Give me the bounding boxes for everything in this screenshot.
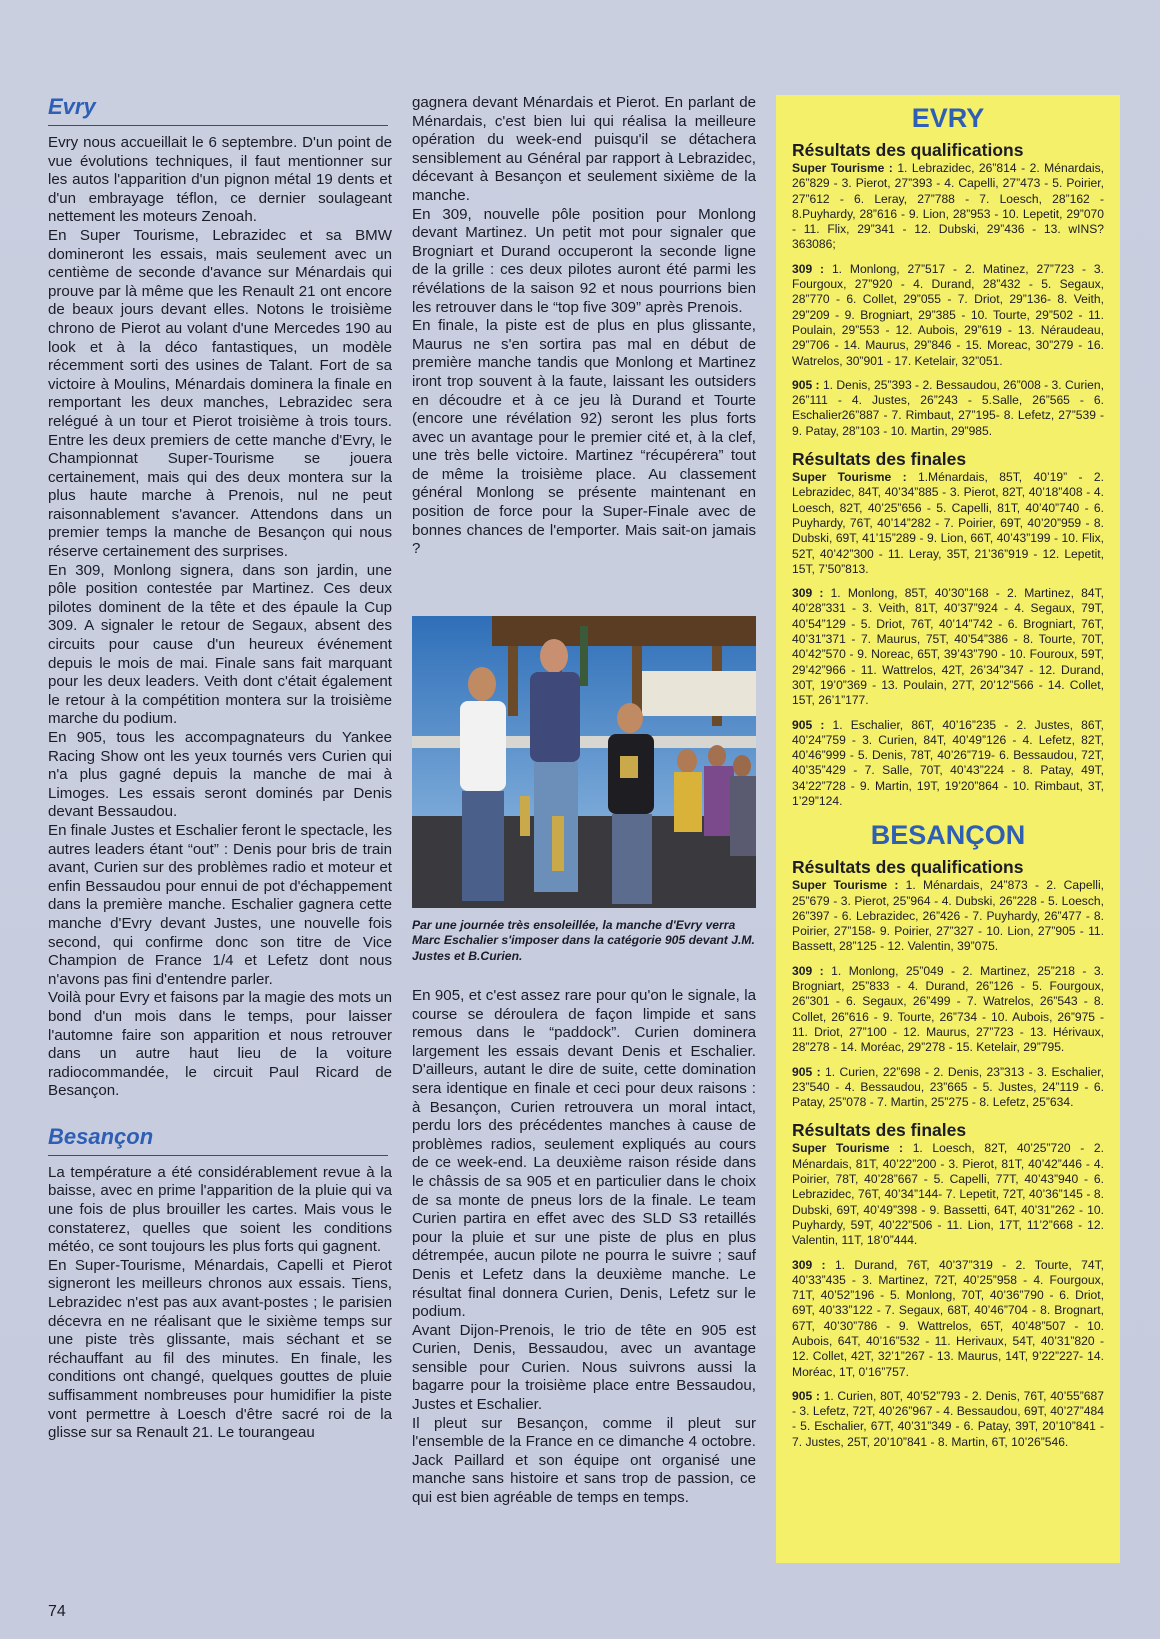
result-entry [792, 262, 1104, 369]
evry-finals-results [792, 470, 1104, 809]
evry-heading-rule [48, 125, 388, 126]
besancon-quali-results [792, 878, 1104, 1110]
result-entry [792, 964, 1104, 1056]
middle-top-paragraph: En finale, la piste est de plus en plus glissante, Maurus ne s'en sortira pas mal en début de première manche tandis que Monlong et Martinez iront trop souvent à la faute, laissant les outsiders en découdre et à ce jeu là Durand et Tourte (encore une révélation 92) seront les plus forts avec un avantage pour le premier cité et, à la clef, une très belle victoire. Martinez “récupérera” tout de même la troisième place. Au classement général Monlong se présente maintenant en position de force pour la Super-Finale avec de bonnes chances de l'emporter. Mais sait-on jamais ? [412, 317, 756, 558]
besancon-paragraph: La température a été considérablement revue à la baisse, avec en prime l'apparition de la pluie qui va une fois de plus brouiller les cartes. Mais vous le constaterez, quelles que soient les conditions météo, ce sont toujours les plus forts qui gagnent. [48, 1163, 392, 1256]
result-entry [792, 878, 1104, 954]
result-category-label: 905 : [792, 717, 825, 732]
result-category-label: Super Tourisme : [792, 161, 893, 175]
result-category-label: 309 : [792, 963, 824, 978]
result-category-label: 905 : [792, 1064, 821, 1079]
middle-top-paragraph: En 309, nouvelle pôle position pour Monlong devant Martinez. Un petit mot pour signaler que Brogniart et Durand occuperont la seconde ligne de la grille : ces deux pilotes auront été parmi les révélations de la saison 92 et nous pourrions bien les retrouver dans le “top five 309” après Prenois. [412, 205, 756, 316]
result-times: 1. Ménardais, 24”873 - 2. Capelli, 25”679 - 3. Pierot, 25”964 - 4. Dubski, 26”228 - 5. Loesch, 26”397 - 6. Lebrazidec, 26”426 - 7. Puyhardy, 26”477 - 8. Poirier, 27”158- 9. Poirier, 27”327 - 10. Lion, 27”905 - 11. Bassett, 28”125 - 12. Valentin, 39”075. [792, 878, 1104, 954]
middle-bottom-paragraph: En 905, et c'est assez rare pour qu'on le signale, la course se déroulera de façon limpide et sans remous dans le “paddock”. Curien dominera largement les essais devant Denis et Eschalier. D'ailleurs, autant le dire de suite, cette domination sera identique en finale et ceci pour deux raisons : à Besançon, Curien retrouvera un moral intact, perdu lors des précédentes manches à cause de problèmes radios, seulement expliqués au cours de ce week-end. La deuxième raison réside dans le châssis de sa 905 et en particulier dans le choix de sa monte de pneus lors de la finale. Le team Curien partira en effet avec des SLD S3 retaillés pour la pluie et sur une piste de plus en plus détrempée, aucun pilote ne pourra le suivre ; sauf Denis et Lefetz dans la deuxième manche. Le résultat final donnera Curien, Denis, Lefetz sur le podium. [412, 987, 756, 1321]
results-sidebar [776, 95, 1120, 1563]
photo-caption: Par une journée très ensoleillée, la manche d'Evry verra Marc Eschalier s'imposer dans la catégorie 905 devant J.M. Justes et B.Curien. [412, 918, 755, 963]
result-category-label: 905 : [792, 377, 820, 392]
evry-heading: Evry [48, 94, 96, 119]
middle-bottom-paragraph: Il pleut sur Besançon, comme il pleut sur l'ensemble de la France en ce dimanche 4 octobre. Jack Paillard et son équipe ont organisé une manche sans histoire et sans trop de passion, ce qui est bien agréable de temps en temps. [412, 1414, 756, 1507]
result-entry [792, 1389, 1104, 1450]
result-category-label: 309 : [792, 261, 825, 276]
evry-paragraph: En finale Justes et Eschalier feront le spectacle, les autres leaders étant “out” : Denis pour bris de train avant, Curien sur des problèmes radio et moteur et enfin Bessaudou pour ennui de pot d'échappement dans la première manche. Eschalier gagnera cette manche d'Evry devant Justes, une nouvelle fois second, qui confirme donc son titre de Vice Champion de France 1/4 et Lefetz dont nous n'avons pas fini d'entendre parler. [48, 821, 392, 988]
evry-paragraph: Evry nous accueillait le 6 septembre. D'un point de vue évolutions techniques, il faut mentionner sur les autos l'apparition d'un pignon métal 19 dents et d'un embrayage téflon, ce dernier soulageant nettement les moteurs Zenoah. [48, 134, 392, 226]
result-category-label: 905 : [792, 1388, 820, 1403]
besancon-heading: Besançon [48, 1123, 154, 1149]
result-times: 1.Ménardais, 85T, 40’19” - 2. Lebrazidec, 84T, 40’34”885 - 3. Pierot, 82T, 40’18”408 - 4. Loesch, 82T, 40’25”656 - 5. Capelli, 81T, 40’40”740 - 6. Puyhardy, 76T, 40’14”282 - 7. Poirier, 69T, 40’20”959 - 8. Dubski, 69T, 41’15”289 - 9. Lion, 66T, 40’43”199 - 10. Flix, 52T, 40’42”300 - 11. Leray, 35T, 21’36”919 - 12. Lepetit, 15T, 7’50”813. [792, 470, 1104, 576]
podium-photo-illustration [412, 616, 756, 908]
result-category-label: 309 : [792, 1257, 826, 1272]
evry-paragraph: En 905, tous les accompagnateurs du Yankee Racing Show ont les yeux tournés vers Curien qui n'a plus gagné depuis la manche de mai à Limoges. Les essais seront dominés par Denis devant Bessaudou. [48, 729, 392, 821]
evry-quali-heading: Résultats des qualifications [792, 140, 1024, 160]
besancon-finals-heading: Résultats des finales [792, 1120, 967, 1141]
evry-finals-heading: Résultats des finales [792, 449, 967, 470]
result-entry [792, 378, 1104, 439]
page-number: 74 [48, 1603, 66, 1620]
evry-paragraph: En Super Tourisme, Lebrazidec et sa BMW domineront les essais, mais seulement avec un centième de seconde d'avance sur Ménardais qui prouve par là même que les Renault 21 ont encore de beaux jours devant elles. Notons le troisième chrono de Pierot au volant d'une Mercedes 190 au look et à la déco fantastiques, un modèle récemment sorti des usines de Talant. Fort de sa victoire à Moulins, Ménardais dominera la finale en remportant les deux manches, Lebrazidec sera relégué à un tour et Pierot troisième à trois tours. Entre les deux premiers de cette manche d'Evry, le Championnat Super-Tourisme se jouera certainement, mais qui des deux montera sur la plus haute marche à Prenois, nul ne peut raisonnablement s'avancer. Attendons dans un premier temps la manche de Besançon qui nous réserve certainement des surprises. [48, 226, 392, 561]
result-times: 1. Denis, 25”393 - 2. Bessaudou, 26”008 - 3. Curien, 26”111 - 4. Justes, 26”243 - 5.Salle, 26”565 - 6. Eschalier26”887 - 7. Rimbaut, 27”195- 8. Lefetz, 27”539 - 9. Patay, 28”103 - 10. Martin, 29”985. [792, 377, 1104, 438]
result-times: 1. Monlong, 27”517 - 2. Matinez, 27”723 - 3. Fourgoux, 27”920 - 4. Durand, 28”432 - 5. Segaux, 28”770 - 6. Collet, 29”055 - 7. Driot, 29”136- 8. Veith, 29”209 - 9. Brogniart, 29”385 - 10. Tourte, 29”502 - 11. Poulain, 29”553 - 12. Aubois, 29”619 - 13. Néraudeau, 29”706 - 14. Maurus, 29”846 - 15. Moreac, 30”279 - 16. Watrelos, 30”901 - 17. Ketelair, 32”051. [792, 261, 1104, 368]
result-category-label: Super Tourisme : [792, 878, 899, 893]
evry-article-body [48, 134, 392, 1101]
middle-column-bottom [412, 987, 756, 1508]
besancon-article-body [48, 1164, 392, 1443]
result-entry [792, 1141, 1104, 1248]
result-times: 1. Eschalier, 86T, 40’16”235 - 2. Justes, 86T, 40’24”759 - 3. Curien, 84T, 40’49”126 - 4. Lefetz, 82T, 40’46”999 - 5. Denis, 78T, 40’26”719- 6. Bessaudou, 72T, 40’35”429 - 7. Salle, 70T, 40’43”224 - 8. Patay, 49T, 34’22”728 - 9. Martin, 19T, 19’20”864 - 10. Rimbaut, 3T, 1’29”124. [792, 717, 1104, 808]
result-times: 1. Curien, 80T, 40’52”793 - 2. Denis, 76T, 40’55”687 - 3. Lefetz, 72T, 40’26”967 - 4. Bessaudou, 69T, 40’27”484 - 5. Eschalier, 67T, 40’31”349 - 6. Patay, 39T, 20’10”841 - 7. Justes, 25T, 20’10”841 - 8. Martin, 6T, 10’26”546. [792, 1388, 1104, 1449]
middle-article-body-top [412, 94, 756, 559]
evry-quali-results [792, 161, 1104, 439]
result-times: 1. Durand, 76T, 40’37”319 - 2. Tourte, 74T, 40’33”435 - 3. Martinez, 72T, 40’25”958 - 4. Fourgoux, 71T, 40’52”196 - 5. Monlong, 70T, 40’36”790 - 6. Driot, 69T, 40’33”122 - 7. Segaux, 68T, 40’46”704 - 8. Brognart, 67T, 40’30”786 - 9. Wattrelos, 65T, 40’48”507 - 10. Aubois, 64T, 40’16”532 - 11. Herivaux, 54T, 40’31”820 - 12. Collet, 42T, 32’1”267 - 13. Maurus, 14T, 9’22”227- 14. Moréac, 1T, 0’16”757. [792, 1257, 1104, 1379]
evry-paragraph: Voilà pour Evry et faisons par la magie des mots un bond d'un mois dans le temps, pour laisser l'automne faire son apparition et nous retrouver dans un autre haut lieu de la voiture radiocommandée, le circuit Paul Ricard de Besançon. [48, 989, 392, 1100]
result-entry [792, 1065, 1104, 1111]
result-category-label: Super Tourisme : [792, 1141, 904, 1156]
result-entry [792, 586, 1104, 708]
result-times: 1. Loesch, 82T, 40’25”720 - 2. Ménardais, 81T, 40’22”200 - 3. Pierot, 81T, 40’42”446 - 4. Poirier, 78T, 40’28”667 - 5. Capelli, 77T, 40’43”940 - 6. Lebrazidec, 76T, 40’34”144- 7. Lepetit, 72T, 40’36”145 - 8. Dubski, 69T, 40’49”398 - 9. Bassetti, 64T, 40’31”262 - 10. Puyhardy, 59T, 40’22”506 - 11. Lion, 17T, 11’2”668 - 12. Valentin, 11T, 18’0”444. [792, 1141, 1104, 1248]
left-column [48, 95, 392, 1443]
sidebar-evry-title: EVRY [911, 103, 985, 133]
result-times: 1. Lebrazidec, 26”814 - 2. Ménardais, 26”829 - 3. Pierot, 27”393 - 4. Capelli, 27”473 - 5. Poirier, 27”612 - 6. Leray, 27”788 - 7. Loesch, 28”162 - 8.Puyhardy, 28”616 - 9. Lion, 28”953 - 10. Lepetit, 29”070 - 11. Flix, 29”341 - 12. Dubski, 29”436 - 13. wINS? 363086; [792, 161, 1104, 252]
result-category-label: Super Tourisme : [792, 470, 907, 485]
middle-column-top [412, 94, 756, 559]
result-entry [792, 470, 1104, 577]
besancon-quali-heading: Résultats des qualifications [792, 857, 1024, 878]
result-entry [792, 1258, 1104, 1380]
sidebar-besancon-title: BESANÇON [870, 820, 1026, 851]
besancon-paragraph: En Super-Tourisme, Ménardais, Capelli et Pierot signeront les meilleurs chronos aux essais. Tiens, Lebrazidec n'est pas aux avant-postes ; le parisien décevra en ne réalisant que le sixième temps sur une piste très glissante, mais séchant et se réchauffant au fil des minutes. En finale, les conditions ont changé, quelques gouttes de pluie suffisamment nombreuses pour humidifier la piste vont permettre à Loesch d'être sacré roi de la glisse sur sa Renault 21. Le tourangeau [48, 1256, 392, 1442]
podium-photo [412, 616, 756, 908]
besancon-heading-rule [48, 1155, 388, 1156]
result-times: 1. Monlong, 25”049 - 2. Martinez, 25”218 - 3. Brogniart, 25”833 - 4. Durand, 26”126 - 5. Fourgoux, 26”301 - 6. Segaux, 26”499 - 7. Watrelos, 26”543 - 8. Collet, 26”616 - 9. Tourte, 26”734 - 10. Aubois, 26”975 - 11. Driot, 27”100 - 12. Maurus, 27”723 - 13. Hérivaux, 28”278 - 14. Moréac, 29”278 - 15. Ketelair, 29”795. [792, 963, 1104, 1055]
result-category-label: 309 : [792, 586, 824, 601]
result-entry [792, 161, 1104, 253]
besancon-finals-results [792, 1141, 1104, 1450]
middle-article-body-bottom [412, 987, 756, 1508]
middle-bottom-paragraph: Avant Dijon-Prenois, le trio de tête en 905 est Curien, Denis, Bessaudou, avec un avantage sensible pour Curien. Nous suivrons aussi la bagarre pour la troisième place entre Bessaudou, Justes et Eschalier. [412, 1321, 756, 1414]
middle-top-paragraph: gagnera devant Ménardais et Pierot. En parlant de Ménardais, c'est bien lui qui réalisa la meilleure opération du week-end puisqu'il se détachera sensiblement au Général par rapport à Lebrazidec, décevant à Besançon et seulement sixième de la manche. [412, 94, 756, 204]
result-times: 1. Monlong, 85T, 40’30”168 - 2. Martinez, 84T, 40’28”331 - 3. Veith, 81T, 40’37”924 - 4. Segaux, 79T, 40’54”129 - 5. Driot, 76T, 40’14”742 - 6. Brogniart, 76T, 40’31”371 - 7. Maurus, 75T, 40’54”386 - 8. Tourte, 70T, 40’42”570 - 9. Noreac, 65T, 39’43”790 - 10. Fouroux, 59T, 29’42”966 - 11. Wattrelos, 42T, 26’34”347 - 12. Durand, 30T, 19’0”369 - 13. Poulain, 27T, 20’12”566 - 14. Collet, 15T, 26’1”177. [792, 586, 1104, 708]
result-entry [792, 718, 1104, 810]
evry-paragraph: En 309, Monlong signera, dans son jardin, une pôle position contestée par Martinez. Ces deux pilotes dominent de la tête et des épaule la Cup 309. A signaler le retour de Segaux, absent des circuits pour cause d'un heureux événement depuis le mois de mai. Finale sans fait marquant pour les deux leaders. Veith dont c'était également le retour à la compétition montera sur la troisième marche du podium. [48, 561, 392, 728]
result-times: 1. Curien, 22”698 - 2. Denis, 23”313 - 3. Eschalier, 23”540 - 4. Bessaudou, 23”665 - 5. Justes, 24”119 - 6. Patay, 25”078 - 7. Martin, 25”275 - 8. Lefetz, 25”634. [792, 1064, 1104, 1110]
